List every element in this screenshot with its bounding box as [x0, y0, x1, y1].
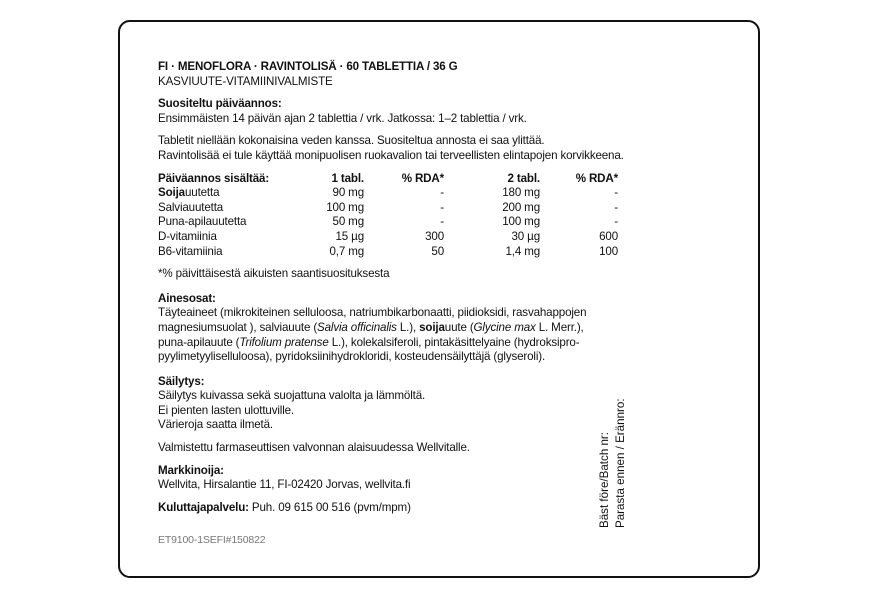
latin-name: Glycine max: [473, 320, 536, 334]
rda-1-tablet: 50: [431, 244, 444, 258]
storage-line-2: Ei pienten lasten ulottuville.: [158, 403, 295, 417]
amount-2-tablets: 1,4 mg: [505, 244, 540, 258]
amount-2-tablets: 100 mg: [502, 215, 540, 229]
customer-service-heading: Kuluttajapalvelu:: [158, 500, 249, 514]
marketer-address: Wellvita, Hirsalantie 11, FI-02420 Jorvas, wellvita.fi: [158, 478, 411, 492]
expiry-label: Parasta ennen / Erännro:: [614, 398, 627, 528]
table-row: [158, 230, 618, 245]
amount-2-tablets: 200 mg: [502, 200, 540, 214]
table-row: [158, 201, 618, 216]
ingredient-name: Puna-apilauutetta: [158, 215, 247, 229]
table-row: [158, 186, 618, 201]
batch-label: Bäst före/Batch nr:: [598, 431, 611, 528]
header-cell: 1 tabl.: [331, 171, 364, 185]
rda-2-tablets: -: [614, 186, 618, 200]
ingredients-part: magnesiumsuolat ), salviauute (: [158, 320, 318, 334]
nutrition-header-row: [158, 172, 618, 187]
product-subtitle: KASVIUUTE-VITAMIINIVALMISTE: [158, 74, 333, 88]
ingredients-part: puna-apilauute (: [158, 335, 240, 349]
ingredients-part: L.),: [396, 320, 420, 334]
storage-line-1: Säilytys kuivassa sekä suojattuna valolta ja lämmöltä.: [158, 389, 426, 403]
customer-service-phone: Puh. 09 615 00 516 (pvm/mpm): [248, 500, 411, 514]
nutrition-table: [158, 172, 618, 260]
amount-2-tablets: 30 µg: [511, 229, 540, 243]
amount-1-tablet: 0,7 mg: [329, 244, 364, 258]
amount-2-tablets: 180 mg: [502, 186, 540, 200]
dosage-heading: Suositeltu päiväannos:: [158, 97, 282, 111]
manufacturing-note: Valmistettu farmaseuttisen valvonnan alaisuudessa Wellvitalle.: [158, 441, 470, 455]
header-cell: % RDA*: [401, 171, 444, 185]
amount-1-tablet: 50 mg: [332, 215, 364, 229]
table-row: [158, 245, 618, 260]
rda-1-tablet: 300: [425, 229, 444, 243]
ingredients-part: L. Merr.),: [535, 320, 584, 334]
marketer-heading: Markkinoija:: [158, 463, 224, 477]
ingredient-name-rest: uutetta: [184, 186, 220, 200]
header-cell: % RDA*: [575, 171, 618, 185]
header-cell: 2 tabl.: [507, 171, 540, 185]
header-cell: Päiväannos sisältää:: [158, 171, 270, 185]
allergen-name: Soija: [158, 186, 185, 200]
rda-2-tablets: 600: [599, 229, 618, 243]
ingredient-name: [158, 186, 306, 201]
amount-1-tablet: 15 µg: [335, 229, 364, 243]
rda-1-tablet: -: [440, 186, 444, 200]
rda-1-tablet: -: [440, 215, 444, 229]
ingredients-part: Täyteaineet (mikrokiteinen selluloosa, natriumbikarbonaatti, piidioksidi, rasvahappojen: [158, 306, 587, 320]
ingredients-part: L.), kolekalsiferoli, pintakäsittelyaine (hydroksipro-: [328, 335, 580, 349]
rda-2-tablets: -: [614, 200, 618, 214]
instructions-line-2: Ravintolisää ei tule käyttää monipuolisen ruokavalion tai terveellisten elintapojen korvikkeena.: [158, 148, 624, 162]
latin-name: Salvia officinalis: [317, 320, 397, 334]
amount-1-tablet: 90 mg: [332, 186, 364, 200]
product-label: [118, 20, 760, 578]
ingredients-heading: Ainesosat:: [158, 291, 216, 305]
ingredient-name: B6-vitamiinia: [158, 244, 223, 258]
ingredient-name: D-vitamiinia: [158, 229, 217, 243]
table-row: [158, 215, 618, 230]
ingredients-text: [158, 306, 678, 364]
storage-line-3: Värieroja saatta ilmetä.: [158, 418, 273, 432]
latin-name: Trifolium pratense: [239, 335, 329, 349]
allergen-name: soija: [419, 320, 445, 334]
instructions-line-1: Tabletit niellään kokonaisina veden kanssa. Suositeltua annosta ei saa ylittää.: [158, 134, 545, 148]
rda-footnote: *% päivittäisestä aikuisten saantisuosituksesta: [158, 267, 390, 281]
rda-2-tablets: -: [614, 215, 618, 229]
storage-heading: Säilytys:: [158, 374, 205, 388]
ingredients-part: uute (: [444, 320, 474, 334]
rda-1-tablet: -: [440, 200, 444, 214]
ingredients-part: pyylimetyyliselluloosa), pyridoksiinihydrokloridi, kosteudensäilyttäjä (glyseroli).: [158, 350, 546, 364]
product-title: FI · MENOFLORA · RAVINTOLISÄ · 60 TABLETTIA / 36 G: [158, 60, 458, 73]
amount-1-tablet: 100 mg: [326, 200, 364, 214]
product-code: ET9100-1SEFI#150822: [158, 534, 266, 547]
dosage-text: Ensimmäisten 14 päivän ajan 2 tablettia / vrk. Jatkossa: 1–2 tablettia / vrk.: [158, 111, 527, 125]
batch-expiry-area: [598, 398, 642, 528]
ingredient-name: Salviauutetta: [158, 200, 224, 214]
rda-2-tablets: 100: [599, 244, 618, 258]
